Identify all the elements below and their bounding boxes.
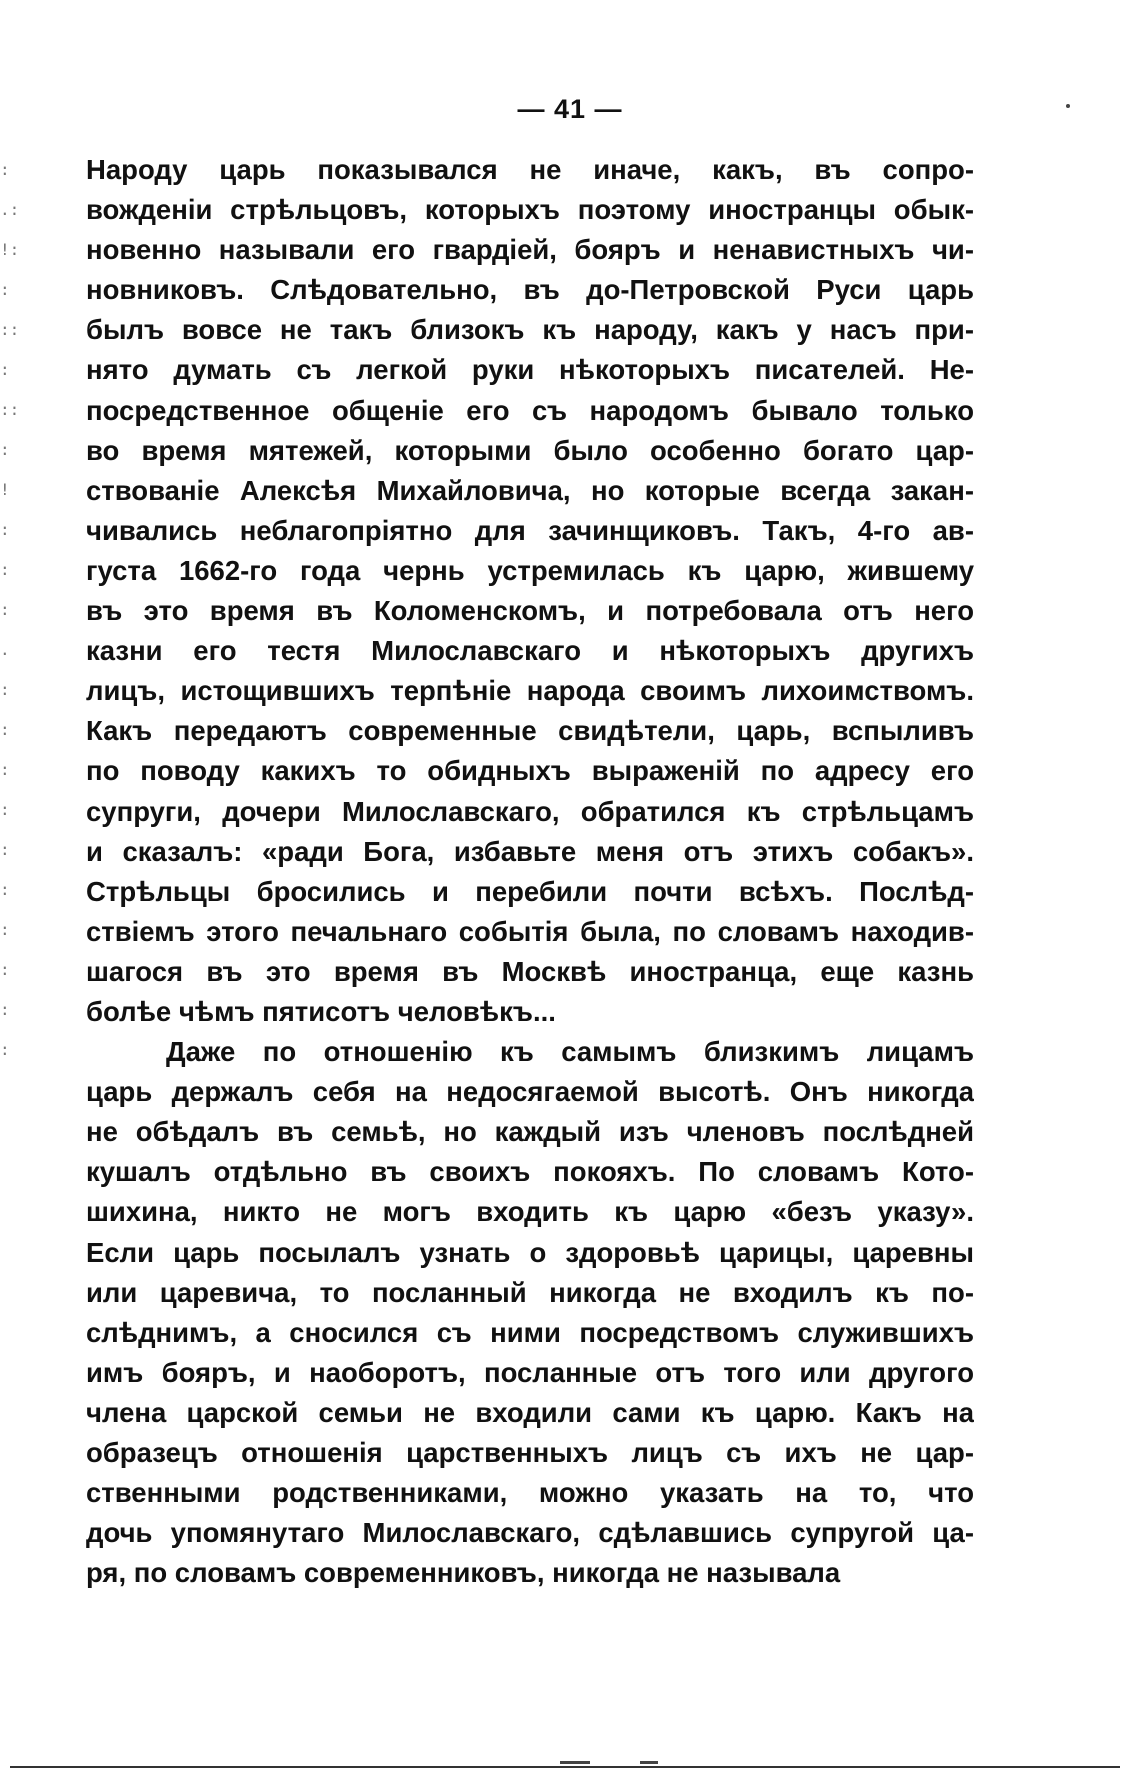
margin-mark: : xyxy=(0,440,10,459)
text-line: ря, по словамъ современниковъ, никогда не называла xyxy=(86,1557,841,1589)
bottom-rule-fragment xyxy=(640,1761,658,1764)
margin-mark: : xyxy=(0,800,10,819)
text-line: чивались неблагопріятно для зачинщиковъ. Такъ, 4-го ав- xyxy=(86,514,974,546)
margin-mark: !: xyxy=(0,240,20,259)
margin-mark: : xyxy=(0,1000,10,1019)
text-line: дочь упомянутаго Милославскаго, сдѣлавшись супругой ца- xyxy=(86,1517,974,1549)
margin-mark: : xyxy=(0,680,10,699)
margin-mark: : xyxy=(0,560,10,579)
text-line: царь держалъ себя на недосягаемой высотѣ. Онъ никогда xyxy=(86,1076,974,1108)
bottom-rule xyxy=(10,1766,1120,1768)
margin-mark: .: xyxy=(0,200,20,219)
text-line: казни его тестя Милославскаго и нѣкоторыхъ другихъ xyxy=(86,635,974,667)
text-line: лицъ, истощившихъ терпѣніе народа своимъ лихоимствомъ. xyxy=(86,675,974,707)
bottom-rule-fragment xyxy=(560,1761,590,1764)
margin-mark: : xyxy=(0,720,10,739)
text-line: Даже по отношенію къ самымъ близкимъ лицамъ xyxy=(166,1036,974,1068)
text-line: нято думать съ легкой руки нѣкоторыхъ писателей. Не- xyxy=(86,354,974,386)
text-line: ственными родственниками, можно указать на то, что xyxy=(86,1477,974,1509)
text-line: болѣе чѣмъ пятисотъ человѣкъ... xyxy=(86,995,556,1027)
text-line: посредственное общеніе его съ народомъ бывало только xyxy=(86,394,974,426)
text-line: и сказалъ: «ради Бога, избавьте меня отъ этихъ собакъ». xyxy=(86,835,974,867)
text-line: кушалъ отдѣльно въ своихъ покояхъ. По словамъ Кото- xyxy=(86,1156,974,1188)
text-line: образецъ отношенія царственныхъ лицъ съ ихъ не цар- xyxy=(86,1437,974,1468)
margin-mark: : xyxy=(0,280,10,299)
margin-mark: . xyxy=(0,640,10,659)
text-line: новниковъ. Слѣдовательно, въ до-Петровской Руси царь xyxy=(86,274,974,306)
text-line: въ это время въ Коломенскомъ, и потребовала отъ него xyxy=(86,595,974,627)
text-line: по поводу какихъ то обидныхъ выраженій по адресу его xyxy=(86,755,974,787)
margin-mark: : xyxy=(0,880,10,899)
text-line: густа 1662-го года чернь устремилась къ царю, жившему xyxy=(86,554,974,586)
text-line: Стрѣльцы бросились и перебили почти всѣхъ. Послѣд- xyxy=(86,875,974,907)
margin-mark: :: xyxy=(0,320,20,339)
margin-mark: : xyxy=(0,160,10,179)
text-line: не обѣдалъ въ семьѣ, но каждый изъ членовъ послѣдней xyxy=(86,1116,974,1148)
text-line: члена царской семьи не входили сами къ царю. Какъ на xyxy=(86,1396,974,1428)
text-line: Народу царь показывался не иначе, какъ, въ сопро- xyxy=(86,154,974,185)
text-line: шихина, никто не могъ входить къ царю «безъ указу». xyxy=(86,1196,974,1228)
margin-mark: : xyxy=(0,1040,10,1059)
margin-mark: : xyxy=(0,360,10,379)
margin-mark: : xyxy=(0,760,10,779)
text-line: супруги, дочери Милославскаго, обратился къ стрѣльцамъ xyxy=(86,795,974,827)
text-line: ствованіе Алексѣя Михайловича, но которые всегда закан- xyxy=(86,474,974,506)
text-line: новенно называли его гвардіей, бояръ и ненавистныхъ чи- xyxy=(86,234,974,266)
margin-mark: : xyxy=(0,960,10,979)
print-speck xyxy=(1066,104,1070,108)
text-line: Если царь посылалъ узнать о здоровьѣ царицы, царевны xyxy=(86,1236,974,1268)
page-number: — 41 — xyxy=(517,94,623,124)
margin-mark: :: xyxy=(0,400,20,419)
margin-mark: : xyxy=(0,520,10,539)
text-line: или царевича, то посланный никогда не входилъ къ по- xyxy=(86,1276,974,1308)
left-margin-bleed-through xyxy=(0,150,20,1070)
main-text xyxy=(86,150,974,1593)
text-line: слѣднимъ, а сносился съ ними посредствомъ служившихъ xyxy=(86,1316,974,1348)
margin-mark: ! xyxy=(0,480,10,499)
margin-mark: : xyxy=(0,920,10,939)
text-line: былъ вовсе не такъ близокъ къ народу, какъ у насъ при- xyxy=(86,314,974,346)
text-line: Какъ передаютъ современные свидѣтели, царь, вспыливъ xyxy=(86,715,974,747)
margin-mark: : xyxy=(0,600,10,619)
text-line: вожденіи стрѣльцовъ, которыхъ поэтому иностранцы обык- xyxy=(86,194,974,226)
text-line: во время мятежей, которыми было особенно богато цар- xyxy=(86,434,974,466)
text-line: ствіемъ этого печальнаго событія была, по словамъ находив- xyxy=(86,915,974,947)
text-line: имъ бояръ, и наоборотъ, посланные отъ того или другого xyxy=(86,1356,974,1388)
margin-mark: : xyxy=(0,840,10,859)
text-line: шагося въ это время въ Москвѣ иностранца, еще казнь xyxy=(86,955,974,987)
